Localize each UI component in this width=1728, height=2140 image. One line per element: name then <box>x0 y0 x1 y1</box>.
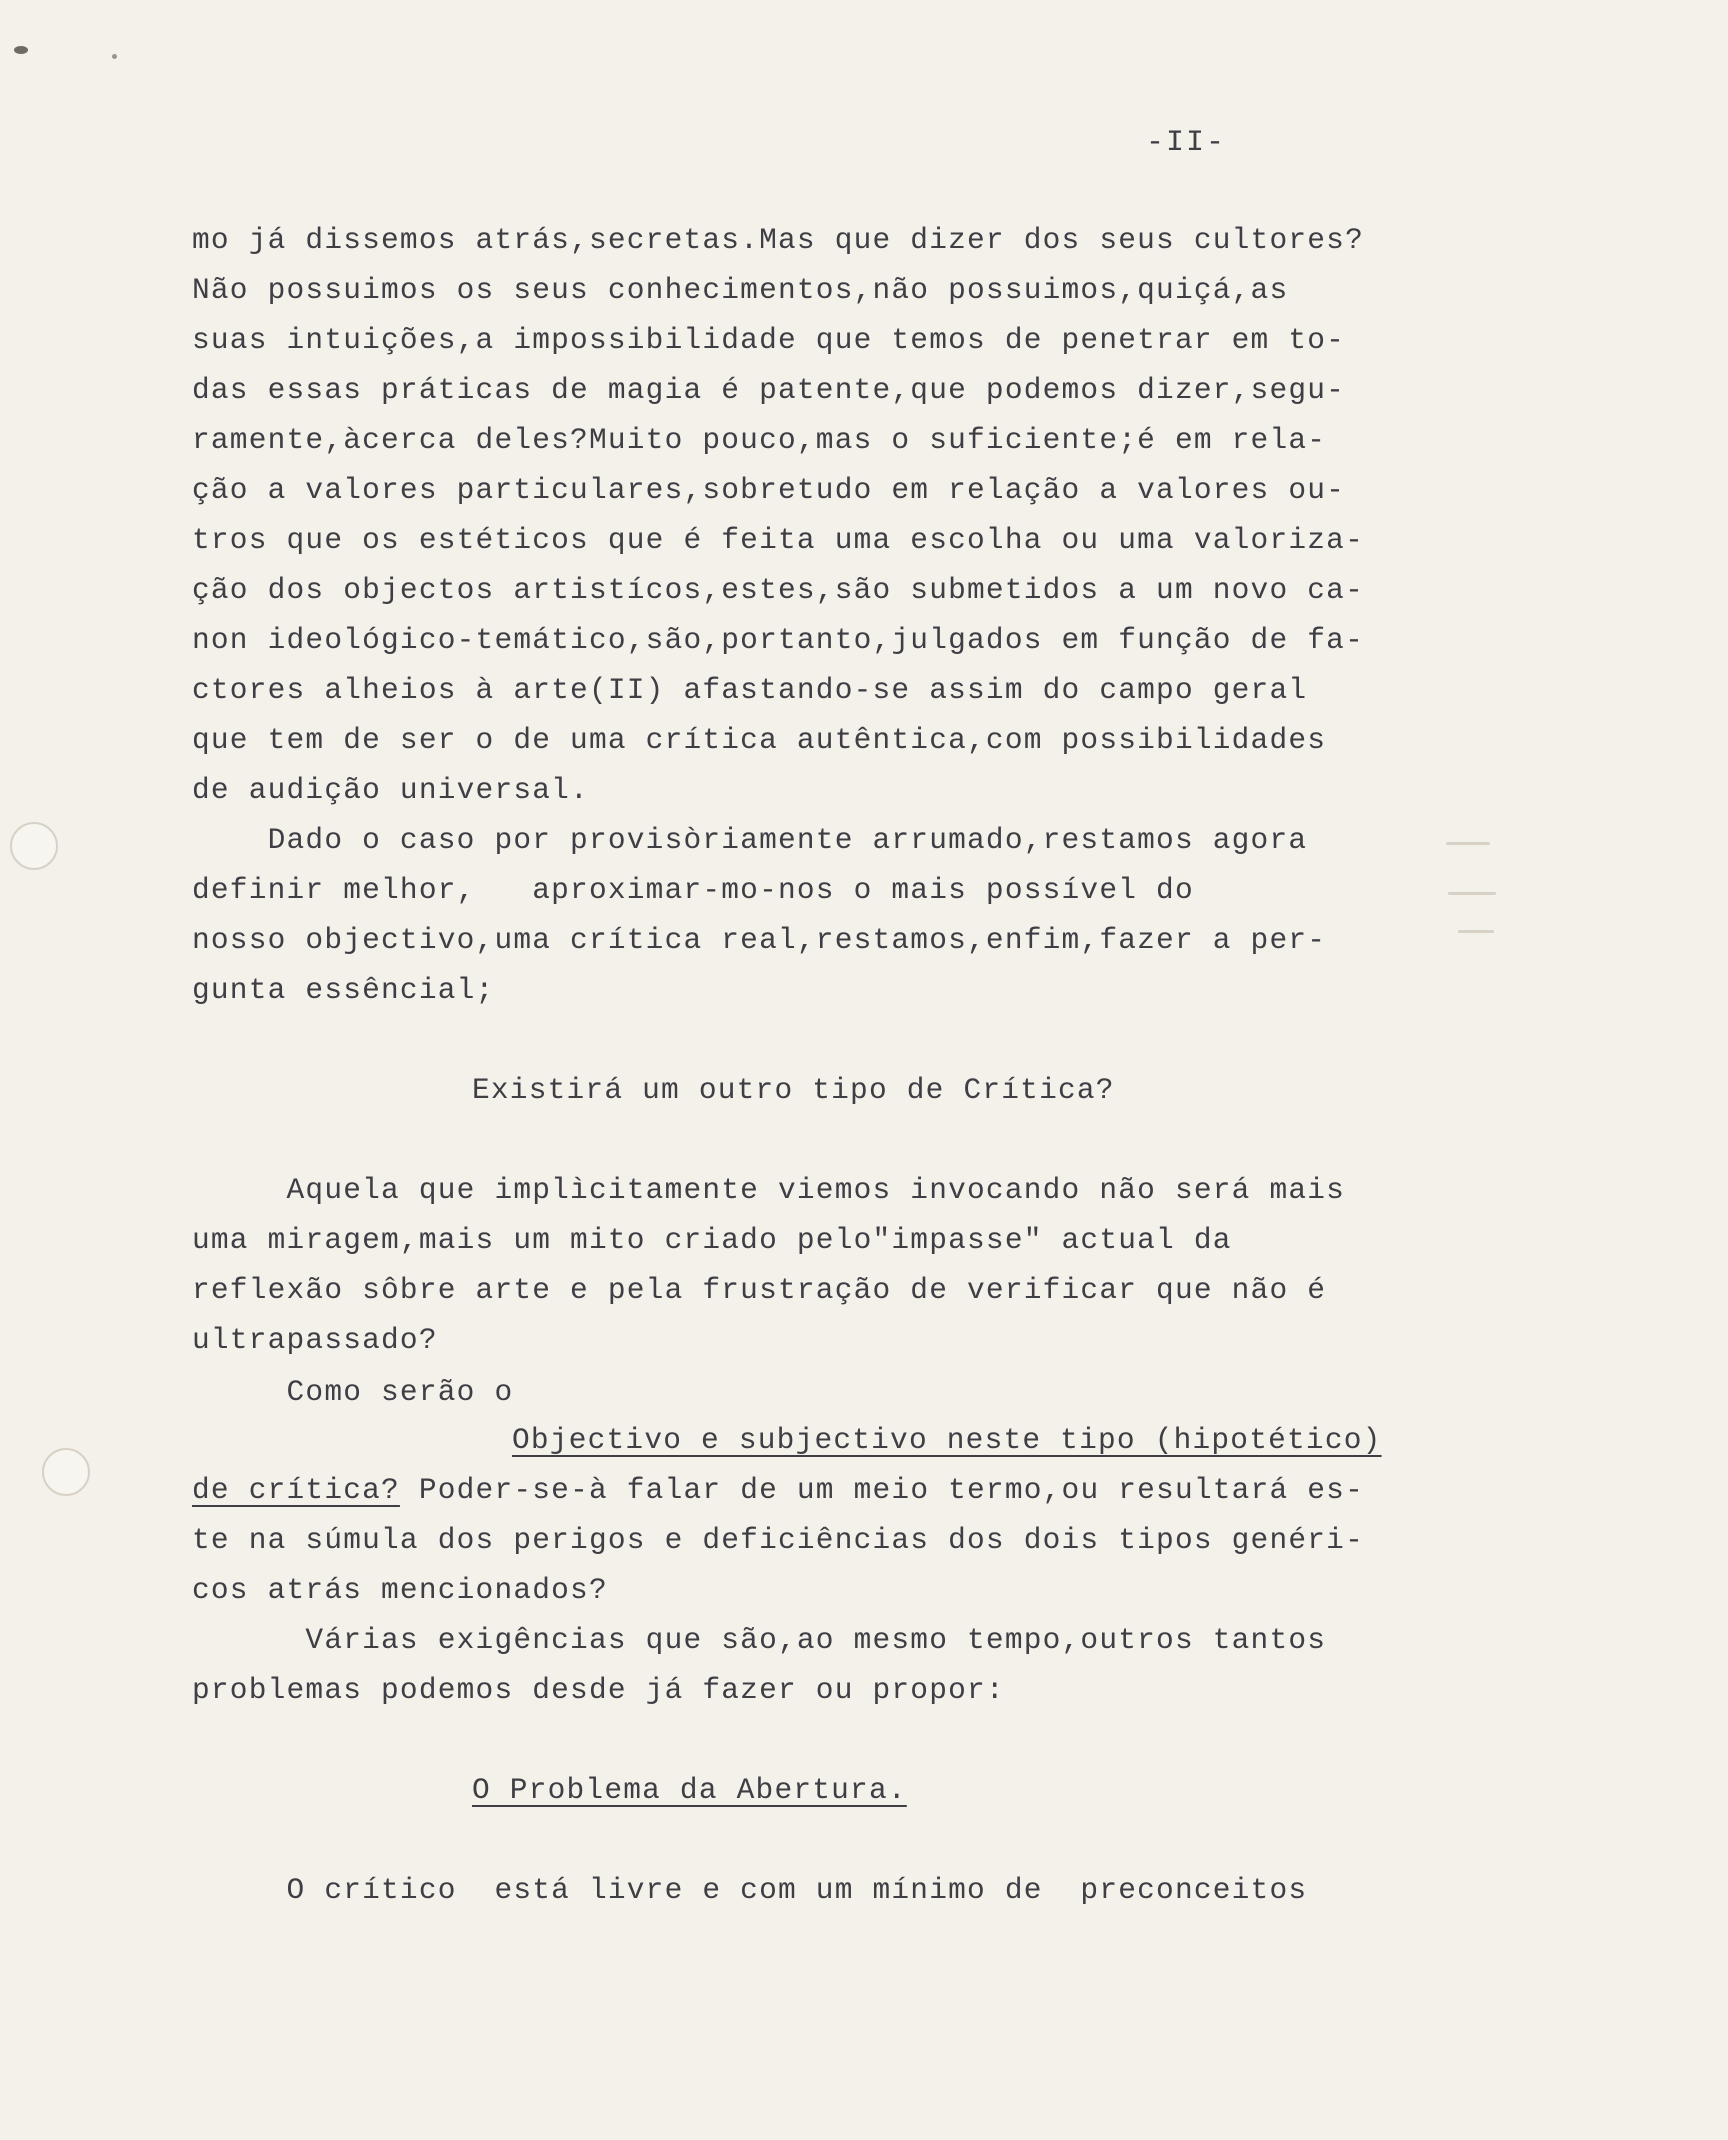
text-line: suas intuições,a impossibilidade que temos de penetrar em to- <box>192 323 1346 357</box>
text-line: mo já dissemos atrás,secretas.Mas que dizer dos seus cultores? <box>192 223 1364 257</box>
text-line: ção dos objectos artistícos,estes,são submetidos a um novo ca- <box>192 573 1364 607</box>
text-line: tros que os estéticos que é feita uma escolha ou uma valoriza- <box>192 523 1364 557</box>
text-line: das essas práticas de magia é patente,que podemos dizer,segu- <box>192 373 1346 407</box>
text-line: O crítico está livre e com um mínimo de preconceitos <box>192 1873 1308 1907</box>
margin-stroke <box>1458 930 1494 933</box>
text-line: reflexão sôbre arte e pela frustração de verificar que não é <box>192 1273 1327 1307</box>
text-line: Não possuimos os seus conhecimentos,não possuimos,quiçá,as <box>192 273 1289 307</box>
ink-speck-small <box>112 54 117 59</box>
punch-hole-top <box>10 822 58 870</box>
text-line: nosso objectivo,uma crítica real,restamos,enfim,fazer a per- <box>192 923 1327 957</box>
text-line: de audição universal. <box>192 773 589 807</box>
text-line: Aquela que implìcitamente viemos invocando não será mais <box>192 1173 1346 1207</box>
margin-stroke <box>1448 892 1496 895</box>
text-line <box>192 1473 1364 1507</box>
ink-speck <box>14 46 28 54</box>
section-heading: O Problema da Abertura. <box>472 1773 907 1807</box>
text-line: Dado o caso por provisòriamente arrumado,restamos agora <box>192 823 1308 857</box>
text-line: ramente,àcerca deles?Muito pouco,mas o suficiente;é em rela- <box>192 423 1327 457</box>
text-line: Como serão o <box>192 1375 514 1409</box>
text-line: que tem de ser o de uma crítica autêntica,com possibilidades <box>192 723 1327 757</box>
text-line: ctores alheios à arte(II) afastando-se assim do campo geral <box>192 673 1308 707</box>
text-line: ção a valores particulares,sobretudo em relação a valores ou- <box>192 473 1346 507</box>
text-line: te na súmula dos perigos e deficiências dos dois tipos genéri- <box>192 1523 1364 1557</box>
text-segment: Poder-se-à falar de um meio termo,ou resultará es- <box>399 1473 1364 1507</box>
punch-hole-bottom <box>42 1448 90 1496</box>
text-line: ultrapassado? <box>192 1323 438 1357</box>
text-line: gunta essêncial; <box>192 973 495 1007</box>
text-line: Várias exigências que são,ao mesmo tempo,outros tantos <box>192 1623 1327 1657</box>
text-line: uma miragem,mais um mito criado pelo"impasse" actual da <box>192 1223 1232 1257</box>
margin-stroke <box>1446 842 1490 845</box>
text-line: definir melhor, aproximar-mo-nos o mais possível do <box>192 873 1194 907</box>
text-line: non ideológico-temático,são,portanto,julgados em função de fa- <box>192 623 1364 657</box>
page-number: -II- <box>1146 126 1227 160</box>
underlined-phrase: Objectivo e subjectivo neste tipo (hipotético) <box>512 1423 1382 1457</box>
section-heading: Existirá um outro tipo de Crítica? <box>472 1073 1115 1107</box>
underlined-phrase: de crítica? <box>192 1473 400 1507</box>
text-line: cos atrás mencionados? <box>192 1573 608 1607</box>
text-line: problemas podemos desde já fazer ou propor: <box>192 1673 1005 1707</box>
